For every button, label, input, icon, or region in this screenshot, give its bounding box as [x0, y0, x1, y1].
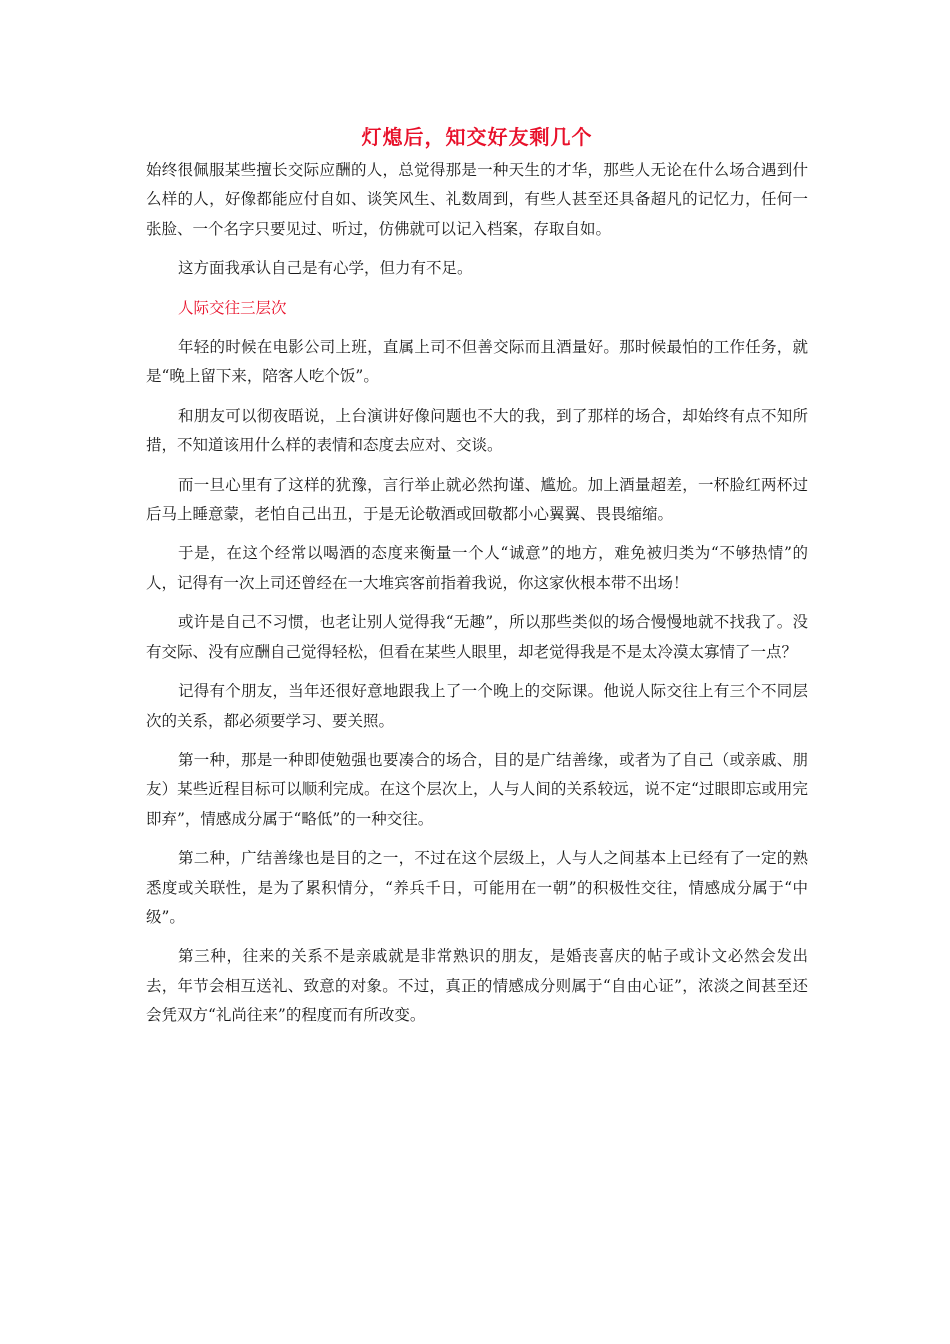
spacer — [146, 284, 808, 294]
paragraph-5: 而一旦心里有了这样的犹豫，言行举止就必然拘谨、尴尬。加上酒量超差，一杯脸红两杯过后马上睡意蒙，老怕自己出丑，于是无论敬酒或回敬都小心翼翼、畏畏缩缩。 — [146, 475, 808, 524]
paragraph-2: 这方面我承认自己是有心学，但力有不足。 — [178, 259, 473, 278]
spacer — [146, 667, 808, 677]
document-page — [146, 122, 808, 1031]
spacer — [146, 598, 808, 608]
spacer — [146, 244, 808, 254]
spacer — [146, 323, 808, 333]
spacer — [146, 529, 808, 539]
paragraph-4: 和朋友可以彻夜晤说，上台演讲好像问题也不大的我，到了那样的场合，却始终有点不知所措，不知道该用什么样的表情和态度去应对、交谈。 — [146, 406, 808, 455]
paragraph-6: 于是，在这个经常以喝酒的态度来衡量一个人“诚意”的地方，难免被归类为“不够热情”的人，记得有一次上司还曾经在一大堆宾客前指着我说，你这家伙根本带不出场！ — [146, 544, 808, 592]
paragraph-8: 记得有个朋友，当年还很好意地跟我上了一个晚上的交际课。他说人际交往上有三个不同层次的关系，都必须要学习、要关照。 — [146, 682, 808, 730]
spacer — [146, 834, 808, 844]
article-title: 灯熄后，知交好友剩几个 — [361, 125, 593, 149]
paragraph-11: 第三种，往来的关系不是亲戚就是非常熟识的朋友，是婚丧喜庆的帖子或讣文必然会发出去，年节会相互送礼、致意的对象。不过，真正的情感成分则属于“自由心证”，浓淡之间甚至还会凭双方“礼尚往来”的程度而有所改变。 — [146, 947, 808, 1025]
paragraph-1: 始终很佩服某些擅长交际应酬的人，总觉得那是一种天生的才华，那些人无论在什么场合遇到什么样的人，好像都能应付自如、谈笑风生、礼数周到，有些人甚至还具备超凡的记忆力，任何一张脸、一个名字只要见过、听过，仿佛就可以记入档案，存取自如。 — [146, 161, 808, 238]
section-heading: 人际交往三层次 — [178, 298, 287, 317]
paragraph-3: 年轻的时候在电影公司上班，直属上司不但善交际而且酒量好。那时候最怕的工作任务，就是“晚上留下来，陪客人吃个饭”。 — [146, 338, 808, 386]
spacer — [146, 461, 808, 471]
spacer — [146, 392, 808, 402]
paragraph-10: 第二种，广结善缘也是目的之一，不过在这个层级上，人与人之间基本上已经有了一定的熟悉度或关联性，是为了累积情分，“养兵千日，可能用在一朝”的积极性交往，情感成分属于“中级”。 — [146, 849, 808, 926]
paragraph-9: 第一种，那是一种即使勉强也要凑合的场合，目的是广结善缘，或者为了自己（或亲戚、朋友）某些近程目标可以顺利完成。在这个层次上，人与人间的关系较远，说不定“过眼即忘或用完即弃”，情感成分属于“略低”的一种交往。 — [146, 750, 808, 828]
spacer — [146, 932, 808, 942]
spacer — [146, 736, 808, 746]
paragraph-7: 或许是自己不习惯，也老让别人觉得我“无趣”，所以那些类似的场合慢慢地就不找我了。没有交际、没有应酬自己觉得轻松，但看在某些人眼里，却老觉得我是不是太冷漠太寡情了一点？ — [146, 613, 808, 661]
